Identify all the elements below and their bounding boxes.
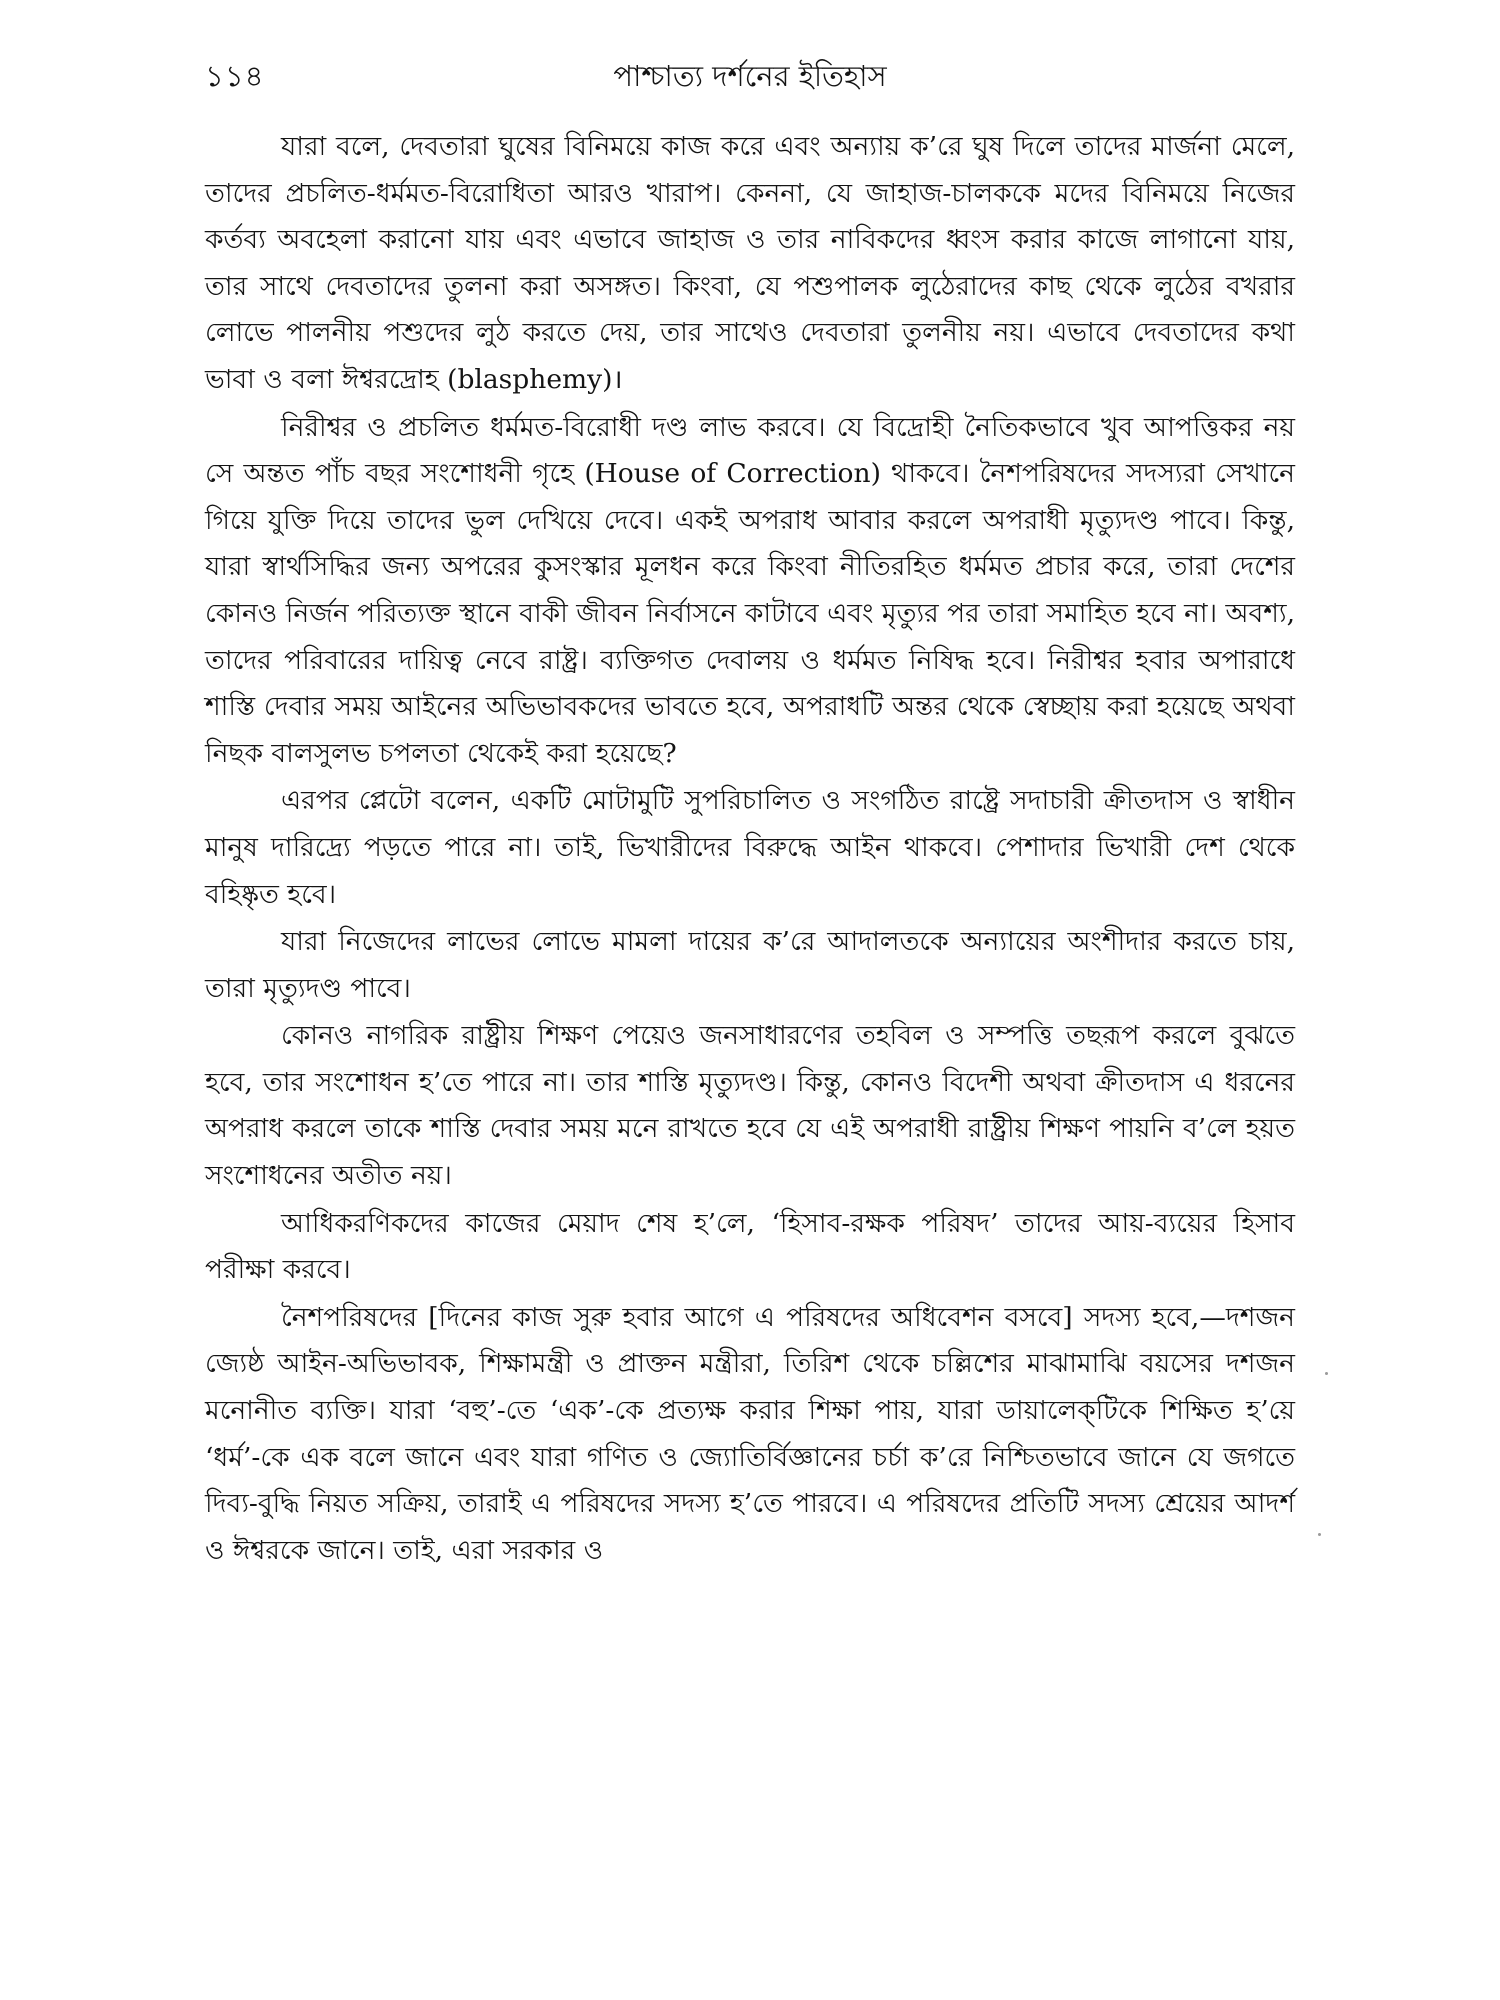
paragraph: কোনও নাগরিক রাষ্ট্রীয় শিক্ষণ পেয়েও জনসাধারণের তহবিল ও সম্পত্তি তছরূপ করলে বুঝতে হবে, তার সংশোধন হ’তে পারে না। তার শাস্তি মৃত্যুদণ্ড। কিন্তু, কোনও বিদেশী অথবা ক্রীতদাস এ ধরনের অপরাধ করলে তাকে শাস্তি দেবার সময় মনে রাখতে হবে যে এই অপরাধী রাষ্ট্রীয় শিক্ষণ পায়নি ব’লে হয়ত সংশোধনের অতীত নয়।	[205, 1020, 1295, 1192]
paragraph: যারা নিজেদের লাভের লোভে মামলা দায়ের ক’রে আদালতকে অন্যায়ের অংশীদার করতে চায়, তারা মৃত্যুদণ্ড পাবে।	[205, 926, 1295, 1004]
paragraph: নিরীশ্বর ও প্রচলিত ধর্মমত-বিরোধী দণ্ড লাভ করবে। যে বিদ্রোহী নৈতিকভাবে খুব আপত্তিকর নয় সে অন্তত পাঁচ বছর সংশোধনী গৃহে (House of Correction) থাকবে। নৈশপরিষদের সদস্যরা সেখানে গিয়ে যুক্তি দিয়ে তাদের ভুল দেখিয়ে দেবে। একই অপরাধ আবার করলে অপরাধী মৃত্যুদণ্ড পাবে। কিন্তু, যারা স্বার্থসিদ্ধির জন্য অপরের কুসংস্কার মূলধন করে কিংবা নীতিরহিত ধর্মমত প্রচার করে, তারা দেশের কোনও নির্জন পরিত্যক্ত স্থানে বাকী জীবন নির্বাসনে কাটাবে এবং মৃত্যুর পর তারা সমাহিত হবে না। অবশ্য, তাদের পরিবারের দায়িত্ব নেবে রাষ্ট্র। ব্যক্তিগত দেবালয় ও ধর্মমত নিষিদ্ধ হবে। নিরীশ্বর হবার অপারাধে শাস্তি দেবার সময় আইনের অভিভাবকদের ভাবতে হবে, অপরাধটি অন্তর থেকে স্বেচ্ছায় করা হয়েছে অথবা নিছক বালসুলভ চপলতা থেকেই করা হয়েছে?	[205, 411, 1295, 769]
paragraph: এরপর প্লেটো বলেন, একটি মোটামুটি সুপরিচালিত ও সংগঠিত রাষ্ট্রে সদাচারী ক্রীতদাস ও স্বাধীন মানুষ দারিদ্র্যে পড়তে পারে না। তাই, ভিখারীদের বিরুদ্ধে আইন থাকবে। পেশাদার ভিখারী দেশ থেকে বহিষ্কৃত হবে।	[205, 785, 1295, 910]
paragraph: আধিকরণিকদের কাজের মেয়াদ শেষ হ’লে, ‘হিসাব-রক্ষক পরিষদ’ তাদের আয়-ব্যয়ের হিসাব পরীক্ষা করবে।	[205, 1207, 1295, 1286]
scan-speck	[1318, 1533, 1321, 1536]
paragraph: নৈশপরিষদের [দিনের কাজ সুরু হবার আগে এ পরিষদের অধিবেশন বসবে] সদস্য হবে,—দশজন জ্যেষ্ঠ আইন-অভিভাবক, শিক্ষামন্ত্রী ও প্রাক্তন মন্ত্রীরা, তিরিশ থেকে চল্লিশের মাঝামাঝি বয়সের দশজন মনোনীত ব্যক্তি। যারা ‘বহু’-তে ‘এক’-কে প্রত্যক্ষ করার শিক্ষা পায়, যারা ডায়ালেক্‌টিকে শিক্ষিত হ’য়ে ‘ধর্ম’-কে এক বলে জানে এবং যারা গণিত ও জ্যোতির্বিজ্ঞানের চর্চা ক’রে নিশ্চিতভাবে জানে যে জগতে দিব্য-বুদ্ধি নিয়ত সক্রিয়, তারাই এ পরিষদের সদস্য হ’তে পারবে। এ পরিষদের প্রতিটি সদস্য শ্রেয়ের আদর্শ ও ঈশ্বরকে জানে। তাই, এরা সরকার ও	[205, 1301, 1295, 1566]
running-title: পাশ্চাত্য দর্শনের ইতিহাস	[613, 59, 887, 93]
page-number: ১১৪	[205, 59, 265, 93]
body-text	[205, 124, 1295, 1574]
paragraph: যারা বলে, দেবতারা ঘুষের বিনিময়ে কাজ করে এবং অন্যায় ক’রে ঘুষ দিলে তাদের মার্জনা মেলে, তাদের প্রচলিত-ধর্মমত-বিরোধিতা আরও খারাপ। কেননা, যে জাহাজ-চালককে মদের বিনিময়ে নিজের কর্তব্য অবহেলা করানো যায় এবং এভাবে জাহাজ ও তার নাবিকদের ধ্বংস করার কাজে লাগানো যায়, তার সাথে দেবতাদের তুলনা করা অসঙ্গত। কিংবা, যে পশুপালক লুঠেরাদের কাছ থেকে লুঠের বখরার লোভে পালনীয় পশুদের লুঠ করতে দেয়, তার সাথেও দেবতারা তুলনীয় নয়। এভাবে দেবতাদের কথা ভাবা ও বলা ঈশ্বরদ্রোহ (blasphemy)।	[205, 131, 1295, 395]
scan-speck	[1325, 1372, 1328, 1375]
book-page	[205, 48, 1295, 1575]
page-header	[205, 48, 1295, 108]
